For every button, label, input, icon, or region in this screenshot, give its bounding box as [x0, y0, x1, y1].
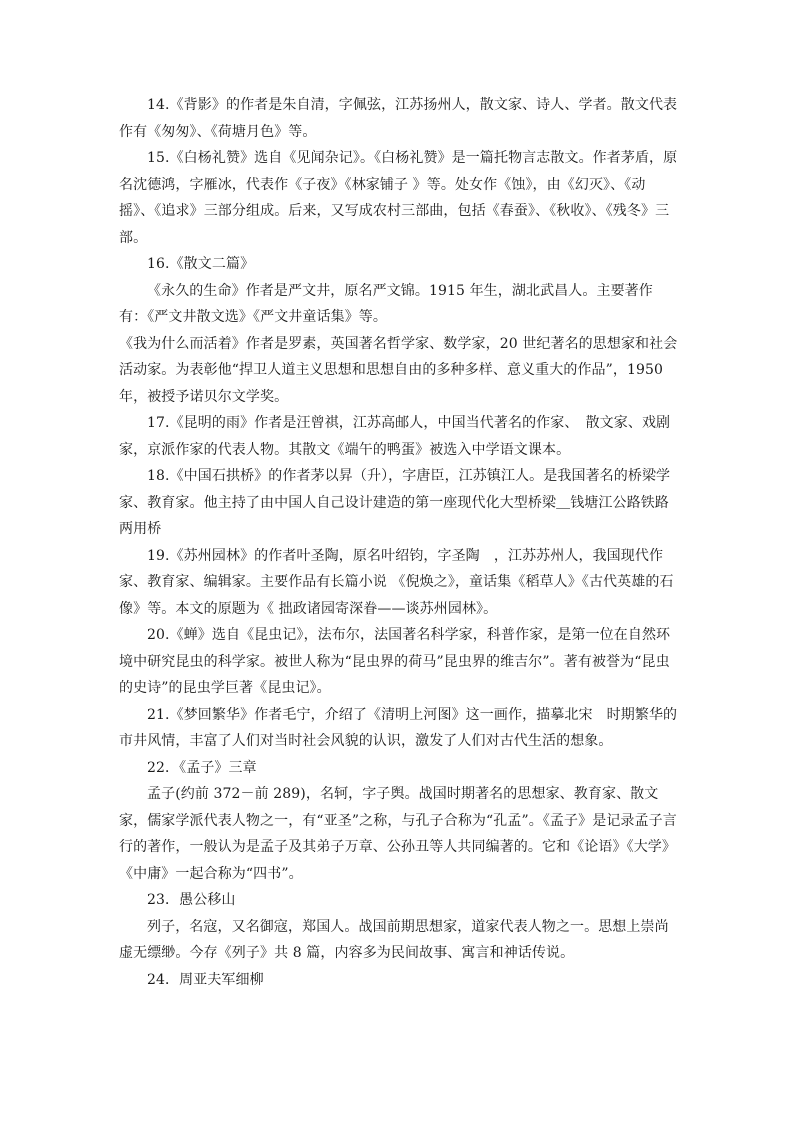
paragraph-14: 14.《背影》的作者是朱自清，字佩弦，江苏扬州人，散文家、诗人、学者。散文代表作有《匆匆》、《荷塘月色》等。	[119, 97, 678, 140]
heading-22: 22．《孟子》三章	[147, 759, 257, 776]
paragraph-23: 列子，名寇，又名御寇，郑国人。战国前期思想家，道家代表人物之一。思想上崇尚虚无缥缈。今存《列子》共 8 篇，内容多为民间故事、寓言和神话传说。	[119, 918, 669, 961]
paragraph-16-russell: 《我为什么而活着》作者是罗素，英国著名哲学家、数学家，20 世纪著名的思想家和社会活动家。为表彰他“捍卫人道主义思想和思想自由的多种多样、意义重大的作品”，1950 年，被授予诺贝尔文学奖。	[119, 335, 678, 405]
heading-16: 16.《散文二篇》	[147, 256, 255, 272]
heading-24: 24．周亚夫军细柳	[147, 971, 264, 988]
paragraph-22: 孟子(约前 372－前 289)，名轲，字子舆。战国时期著名的思想家、教育家、散文家，儒家学派代表人物之一，有“亚圣”之称，与孔子合称为“孔孟”。《孟子》是记录孟子言行的著作，一般认为是孟子及其弟子万章、公孙丑等人共同编著的。它和《论语》《大学》《中庸》一起合称为“四书”。	[119, 786, 677, 882]
paragraph-17: 17.《昆明的雨》作者是汪曾祺，江苏高邮人，中国当代著名的作家、 散文家、戏剧家，京派作家的代表人物。其散文《端午的鸭蛋》被选入中学语文课本。	[119, 415, 671, 458]
heading-23: 23．愚公移山	[147, 892, 236, 908]
paragraph-21: 21.《梦回繁华》作者毛宁，介绍了《清明上河图》这一画作，描摹北宋 时期繁华的市井风情，丰富了人们对当时社会风貌的认识，激发了人们对古代生活的想象。	[119, 706, 678, 749]
paragraph-18: 18.《中国石拱桥》的作者茅以昇（升），字唐臣，江苏镇江人。是我国著名的桥梁学家、教育家。他主持了由中国人自己设计建造的第一座现代化大型桥梁＿钱塘江公路铁路两用桥	[119, 468, 671, 537]
document-body	[119, 92, 679, 993]
paragraph-16-yongjiu: 《永久的生命》作者是严文井，原名严文锦。1915 年生，湖北武昌人。主要著作有：《严文井散文选》《严文井童话集》等。	[119, 282, 653, 325]
paragraph-15: 15.《白杨礼赞》选自《见闻杂记》。《白杨礼赞》是一篇托物言志散文。作者茅盾，原名沈德鸿，字雁冰，代表作《子夜》《林家铺子 》等。处女作《蚀》，由《幻灭》、《动摇》、《追求》三部分组成。后来，又写成农村三部曲，包括《春蚕》、《秋收》、《残冬》三部。	[119, 150, 678, 246]
paragraph-20: 20.《蝉》选自《昆虫记》，法布尔，法国著名科学家，科普作家，是第一位在自然环境中研究昆虫的科学家。被世人称为“昆虫界的荷马”昆虫界的维吉尔”。著有被誉为“昆虫的史诗”的昆虫学巨著《昆虫记》。	[119, 627, 671, 696]
paragraph-19: 19.《苏州园林》的作者叶圣陶，原名叶绍钧，字圣陶 ，江苏苏州人，我国现代作家、教育家、编辑家。主要作品有长篇小说 《倪焕之》，童话集《稻草人》《古代英雄的石像》等。本文的原题为《 拙政诸园寄深眷——谈苏州园林》。	[119, 547, 674, 617]
